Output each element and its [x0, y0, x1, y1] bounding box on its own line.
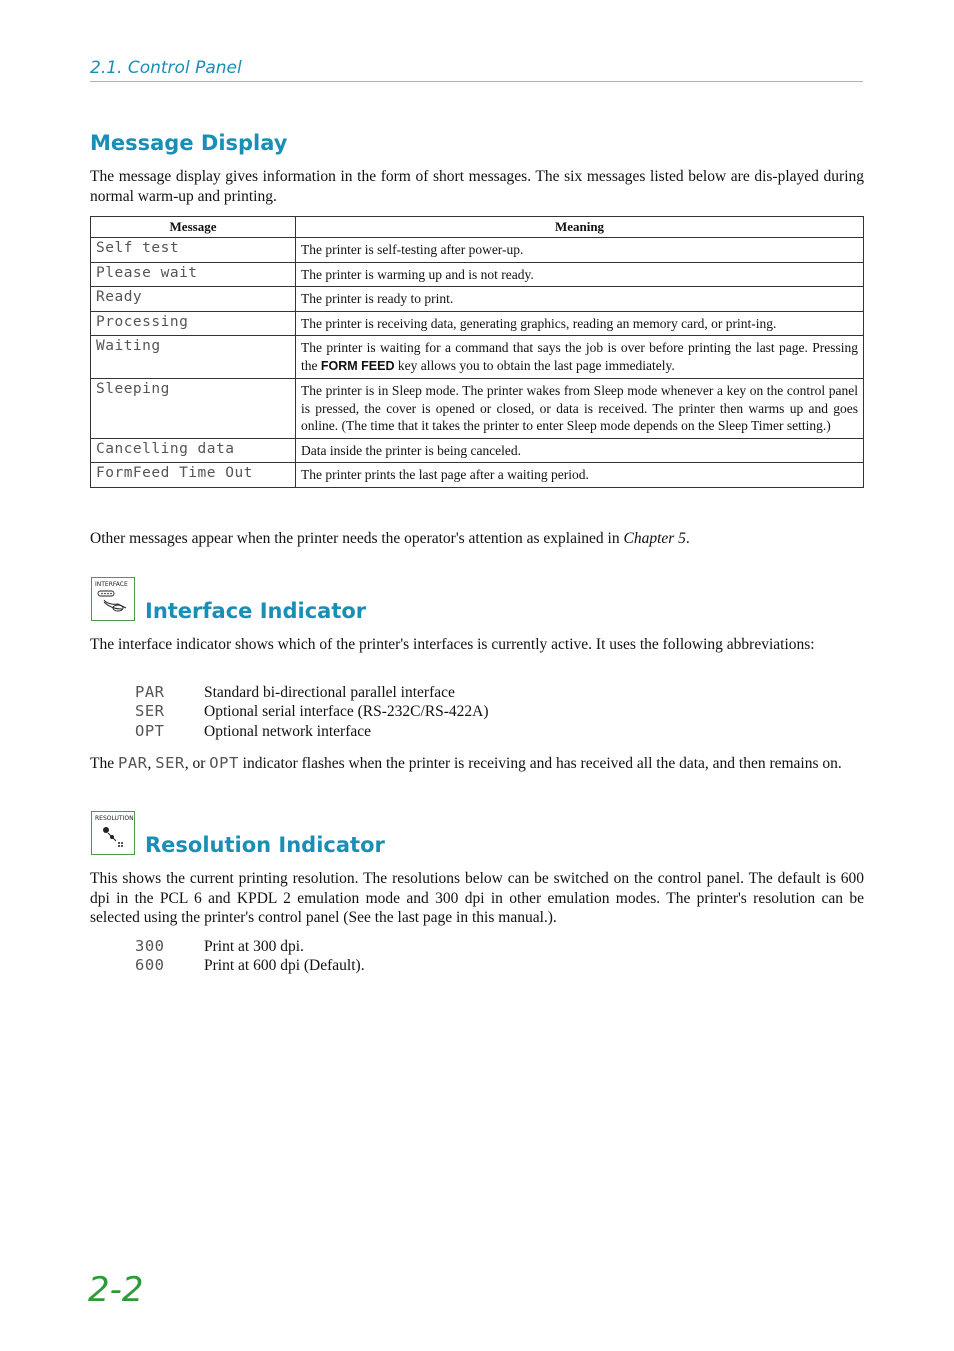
- resolution-desc: Print at 600 dpi (Default).: [204, 957, 365, 974]
- table-row: [91, 336, 864, 379]
- table-row: [91, 287, 864, 312]
- meaning-cell: The printer is warming up and is not ready.: [296, 262, 864, 287]
- footer-text: Other messages appear when the printer needs the operator's attention as explained in: [90, 530, 624, 547]
- form-feed-key-label: FORM FEED: [320, 358, 395, 373]
- interface-icon-caption: INTERFACE: [95, 581, 128, 588]
- table-row: [91, 262, 864, 287]
- message-cell: Self test: [91, 238, 296, 263]
- column-header-message: Message: [91, 217, 296, 238]
- interface-note: [90, 754, 864, 774]
- meaning-cell: The printer is in Sleep mode. The printer wakes from Sleep mode whenever a key on the control panel is pressed, the cover is opened or closed, or data is received. The printer then warms up and goes online. (The time that it takes the printer to enter Sleep mode depends on the Sleep Timer setting.): [296, 379, 864, 439]
- list-item: [135, 937, 304, 956]
- section-title-resolution-indicator: Resolution Indicator: [145, 833, 385, 857]
- meaning-cell: The printer is self-testing after power-up.: [296, 238, 864, 263]
- note-text: , or: [184, 755, 210, 772]
- abbr-desc: Standard bi-directional parallel interface: [204, 684, 455, 701]
- resolution-code: 600: [135, 956, 165, 974]
- column-header-meaning: Meaning: [296, 217, 864, 238]
- abbr-desc: Optional serial interface (RS-232C/RS-422A): [204, 703, 489, 720]
- meaning-cell: The printer prints the last page after a waiting period.: [296, 463, 864, 488]
- cable-icon: [92, 578, 133, 619]
- message-cell: Processing: [91, 311, 296, 336]
- abbr-code: PAR: [135, 683, 165, 701]
- section-title-interface-indicator: Interface Indicator: [145, 599, 367, 623]
- meaning-cell: [296, 336, 864, 379]
- message-display-intro: The message display gives information in the form of short messages. The six messages listed below are dis-played during normal warm-up and printing.: [90, 168, 864, 205]
- table-row: [91, 379, 864, 439]
- meaning-text: The printer is waiting for a command that says the job is over before printing the last page. Pressing the: [301, 340, 858, 373]
- abbr-code: OPT: [135, 722, 165, 740]
- note-text: indicator flashes when the printer is receiving and has received all the data, and then remains on.: [238, 755, 842, 772]
- chapter-reference: Chapter 5: [623, 530, 686, 547]
- page-number: 2-2: [88, 1270, 144, 1310]
- message-cell: Please wait: [91, 262, 296, 287]
- table-row: [91, 238, 864, 263]
- note-code-ser: SER: [155, 754, 185, 772]
- resolution-indicator-icon: [91, 811, 135, 855]
- message-table: [90, 216, 864, 488]
- list-item: [135, 683, 455, 702]
- note-text: ,: [147, 755, 156, 772]
- note-code-par: PAR: [117, 754, 148, 772]
- meaning-text: key allows you to obtain the last page immediately.: [394, 357, 675, 373]
- meaning-cell: The printer is receiving data, generating graphics, reading an memory card, or print-ing.: [296, 311, 864, 336]
- abbr-desc: Optional network interface: [204, 723, 371, 740]
- message-cell: Ready: [91, 287, 296, 312]
- note-code-opt: OPT: [209, 754, 239, 772]
- message-cell: Sleeping: [91, 379, 296, 439]
- message-cell: Waiting: [91, 336, 296, 379]
- meaning-cell: The printer is ready to print.: [296, 287, 864, 312]
- table-row: [91, 311, 864, 336]
- list-item: [135, 956, 365, 975]
- table-row: [91, 438, 864, 463]
- interface-indicator-icon: [91, 577, 135, 621]
- table-header-row: [91, 217, 864, 238]
- table-row: [91, 463, 864, 488]
- message-display-footer: [90, 529, 864, 549]
- section-title-message-display: Message Display: [90, 131, 288, 155]
- interface-intro: The interface indicator shows which of the printer's interfaces is currently active. It uses the following abbreviations:: [90, 636, 815, 653]
- list-item: [135, 702, 489, 721]
- meaning-cell: Data inside the printer is being canceled.: [296, 438, 864, 463]
- resolution-intro: This shows the current printing resolution. The resolutions below can be switched on the control panel. The default is 600 dpi in the PCL 6 and KPDL 2 emulation mode and 300 dpi in other emulation modes. The printer's resolution can be selected using the printer's control panel (See the last page in this manual.).: [90, 870, 864, 926]
- resolution-desc: Print at 300 dpi.: [204, 938, 304, 955]
- message-cell: FormFeed Time Out: [91, 463, 296, 488]
- footer-text: .: [685, 530, 690, 547]
- message-cell: Cancelling data: [91, 438, 296, 463]
- dots-icon: [92, 812, 133, 853]
- abbr-code: SER: [135, 702, 165, 720]
- resolution-icon-caption: RESOLUTION: [95, 815, 134, 822]
- resolution-code: 300: [135, 937, 165, 955]
- note-text: The: [90, 755, 118, 772]
- list-item: [135, 722, 371, 741]
- running-header: 2.1. Control Panel: [90, 58, 863, 82]
